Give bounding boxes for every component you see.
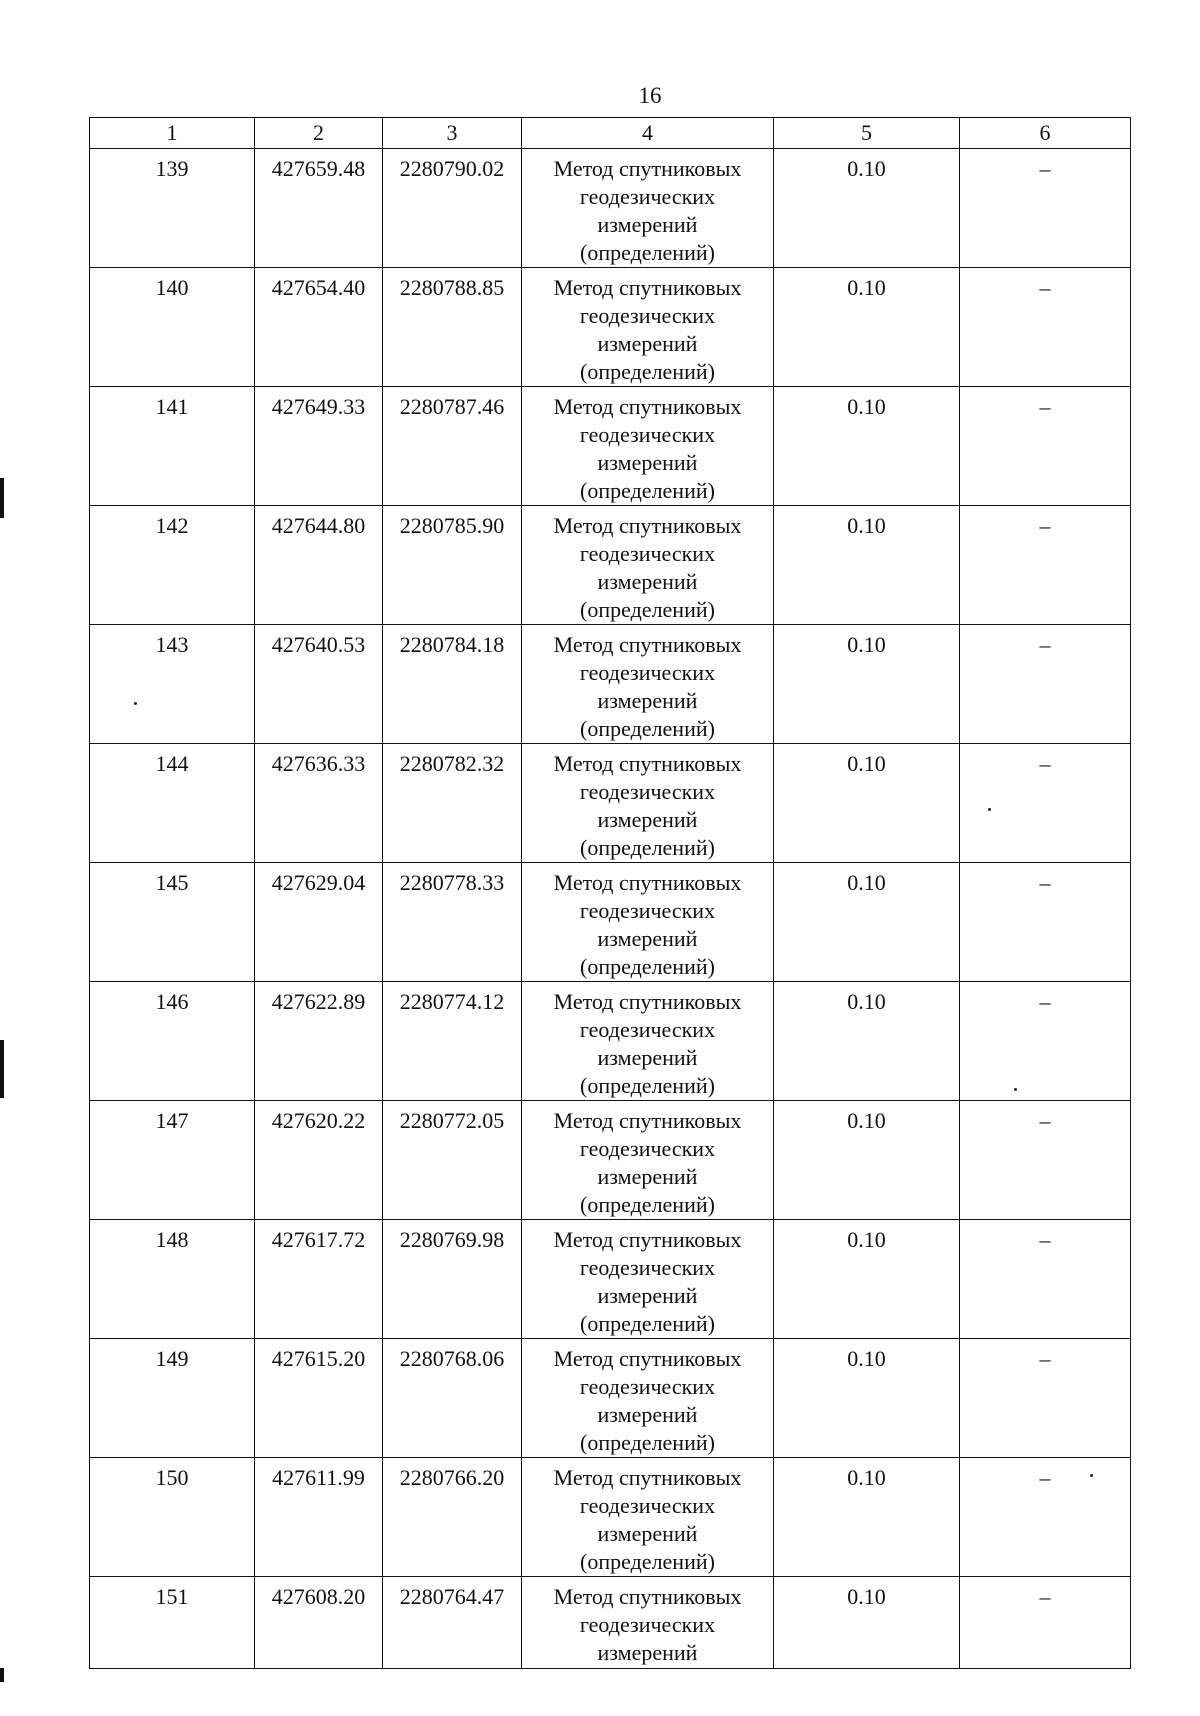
- table-row: [90, 149, 1131, 268]
- method-line: (определений): [580, 1311, 715, 1336]
- method-cell: [522, 1577, 774, 1669]
- method-line: Метод спутниковых: [553, 1584, 742, 1609]
- y-coordinate-text: 2280772.05: [399, 1108, 505, 1133]
- point-number-cell: [90, 1101, 255, 1220]
- point-number-cell: [90, 387, 255, 506]
- x-coordinate-cell: [255, 1458, 383, 1577]
- y-coordinate-cell: [383, 982, 522, 1101]
- method-cell: [522, 863, 774, 982]
- x-coordinate-cell: [255, 1220, 383, 1339]
- method-text: [522, 1458, 773, 1576]
- point-number-cell: [90, 1220, 255, 1339]
- method-text: [522, 625, 773, 743]
- point-number-cell: [90, 982, 255, 1101]
- method-text: [522, 982, 773, 1100]
- note-cell: [960, 506, 1131, 625]
- accuracy-text: 0.10: [847, 870, 886, 895]
- method-text: [522, 1101, 773, 1219]
- method-line: геодезических: [579, 1017, 716, 1042]
- point-number-text: 139: [155, 156, 189, 181]
- x-coordinate-text: 427654.40: [271, 275, 366, 300]
- accuracy-cell: [774, 149, 960, 268]
- note-cell: [960, 1577, 1131, 1669]
- method-cell: [522, 506, 774, 625]
- x-coordinate-text: 427615.20: [271, 1346, 366, 1371]
- method-line: измерений: [597, 1402, 698, 1427]
- x-coordinate-cell: [255, 982, 383, 1101]
- method-line: Метод спутниковых: [553, 394, 742, 419]
- table-row: [90, 863, 1131, 982]
- note-text: –: [1039, 1346, 1051, 1371]
- method-text: [522, 863, 773, 981]
- table-row: [90, 625, 1131, 744]
- method-cell: [522, 1458, 774, 1577]
- method-text: [522, 387, 773, 505]
- method-line: (определений): [580, 359, 715, 384]
- accuracy-cell: [774, 744, 960, 863]
- y-coordinate-cell: [383, 1458, 522, 1577]
- method-line: измерений: [597, 569, 698, 594]
- accuracy-text: 0.10: [847, 1465, 886, 1490]
- method-text: [522, 1577, 773, 1667]
- table-row: [90, 1577, 1131, 1669]
- point-number-cell: [90, 149, 255, 268]
- accuracy-cell: [774, 506, 960, 625]
- y-coordinate-text: 2280784.18: [399, 632, 505, 657]
- point-number-cell: [90, 1458, 255, 1577]
- x-coordinate-text: 427659.48: [271, 156, 366, 181]
- method-line: (определений): [580, 835, 715, 860]
- accuracy-text: 0.10: [847, 989, 886, 1014]
- method-line: Метод спутниковых: [553, 1465, 742, 1490]
- y-coordinate-cell: [383, 863, 522, 982]
- x-coordinate-text: 427622.89: [271, 989, 366, 1014]
- accuracy-text: 0.10: [847, 1227, 886, 1252]
- x-coordinate-cell: [255, 387, 383, 506]
- column-header-4: 4: [522, 118, 774, 149]
- accuracy-text: 0.10: [847, 156, 886, 181]
- method-text: [522, 268, 773, 386]
- y-coordinate-text: 2280782.32: [399, 751, 505, 776]
- method-text: [522, 744, 773, 862]
- accuracy-text: 0.10: [847, 1108, 886, 1133]
- y-coordinate-cell: [383, 268, 522, 387]
- method-line: Метод спутниковых: [553, 1346, 742, 1371]
- method-line: Метод спутниковых: [553, 751, 742, 776]
- point-number-text: 145: [155, 870, 189, 895]
- accuracy-text: 0.10: [847, 394, 886, 419]
- y-coordinate-cell: [383, 744, 522, 863]
- method-line: измерений: [597, 807, 698, 832]
- accuracy-cell: [774, 1577, 960, 1669]
- table-row: [90, 387, 1131, 506]
- y-coordinate-text: 2280790.02: [399, 156, 505, 181]
- point-number-text: 140: [155, 275, 189, 300]
- note-text: –: [1039, 870, 1051, 895]
- y-coordinate-text: 2280768.06: [399, 1346, 505, 1371]
- accuracy-cell: [774, 863, 960, 982]
- method-line: Метод спутниковых: [553, 156, 742, 181]
- method-cell: [522, 268, 774, 387]
- accuracy-text: 0.10: [847, 1584, 886, 1609]
- column-header-6: 6: [960, 118, 1131, 149]
- method-line: геодезических: [579, 1136, 716, 1161]
- method-line: измерений: [597, 450, 698, 475]
- method-line: геодезических: [579, 303, 716, 328]
- method-line: Метод спутниковых: [553, 275, 742, 300]
- note-cell: [960, 1220, 1131, 1339]
- page-number: 16: [638, 83, 662, 108]
- point-number-cell: [90, 1577, 255, 1669]
- method-line: геодезических: [579, 779, 716, 804]
- point-number-cell: [90, 1339, 255, 1458]
- point-number-text: 141: [155, 394, 189, 419]
- point-number-cell: [90, 863, 255, 982]
- point-number-cell: [90, 268, 255, 387]
- method-cell: [522, 625, 774, 744]
- point-number-text: 149: [155, 1346, 189, 1371]
- y-coordinate-text: 2280788.85: [399, 275, 505, 300]
- note-text: –: [1039, 275, 1051, 300]
- y-coordinate-cell: [383, 1220, 522, 1339]
- point-number-text: 150: [155, 1465, 189, 1490]
- table-row: [90, 744, 1131, 863]
- point-number-text: 146: [155, 989, 189, 1014]
- y-coordinate-text: 2280774.12: [399, 989, 505, 1014]
- column-header-3: 3: [383, 118, 522, 149]
- scan-margin-mark: [0, 1668, 4, 1682]
- y-coordinate-text: 2280766.20: [399, 1465, 505, 1490]
- y-coordinate-text: 2280787.46: [399, 394, 505, 419]
- method-cell: [522, 1339, 774, 1458]
- accuracy-text: 0.10: [847, 632, 886, 657]
- accuracy-cell: [774, 982, 960, 1101]
- method-line: геодезических: [579, 898, 716, 923]
- x-coordinate-cell: [255, 149, 383, 268]
- accuracy-text: 0.10: [847, 1346, 886, 1371]
- y-coordinate-text: 2280764.47: [399, 1584, 505, 1609]
- accuracy-text: 0.10: [847, 751, 886, 776]
- method-line: измерений: [597, 1640, 698, 1665]
- method-line: геодезических: [579, 422, 716, 447]
- method-line: Метод спутниковых: [553, 1108, 742, 1133]
- method-line: геодезических: [579, 1374, 716, 1399]
- table-header-row: [90, 118, 1131, 149]
- method-line: Метод спутниковых: [553, 513, 742, 538]
- point-number-text: 144: [155, 751, 189, 776]
- method-line: (определений): [580, 954, 715, 979]
- table-row: [90, 1101, 1131, 1220]
- method-text: [522, 1220, 773, 1338]
- note-cell: [960, 1101, 1131, 1220]
- scan-margin-mark: [0, 478, 4, 518]
- note-cell: [960, 149, 1131, 268]
- method-line: геодезических: [579, 541, 716, 566]
- x-coordinate-text: 427617.72: [271, 1227, 366, 1252]
- note-text: –: [1039, 1465, 1051, 1490]
- table-row: [90, 1339, 1131, 1458]
- y-coordinate-cell: [383, 1101, 522, 1220]
- method-line: (определений): [580, 1549, 715, 1574]
- note-text: –: [1039, 513, 1051, 538]
- point-number-cell: [90, 744, 255, 863]
- point-number-text: 148: [155, 1227, 189, 1252]
- method-line: измерений: [597, 926, 698, 951]
- x-coordinate-cell: [255, 268, 383, 387]
- point-number-text: 142: [155, 513, 189, 538]
- accuracy-cell: [774, 268, 960, 387]
- x-coordinate-text: 427620.22: [271, 1108, 366, 1133]
- method-line: геодезических: [579, 1255, 716, 1280]
- accuracy-text: 0.10: [847, 275, 886, 300]
- note-text: –: [1039, 1108, 1051, 1133]
- method-cell: [522, 1220, 774, 1339]
- y-coordinate-cell: [383, 149, 522, 268]
- x-coordinate-text: 427608.20: [271, 1584, 366, 1609]
- x-coordinate-cell: [255, 625, 383, 744]
- y-coordinate-cell: [383, 1339, 522, 1458]
- x-coordinate-text: 427649.33: [271, 394, 366, 419]
- column-header-2: 2: [255, 118, 383, 149]
- column-header-5: 5: [774, 118, 960, 149]
- note-cell: [960, 744, 1131, 863]
- method-line: геодезических: [579, 1493, 716, 1518]
- note-text: –: [1039, 1584, 1051, 1609]
- method-text: [522, 1339, 773, 1457]
- x-coordinate-text: 427644.80: [271, 513, 366, 538]
- point-number-text: 143: [155, 632, 189, 657]
- method-cell: [522, 1101, 774, 1220]
- method-text: [522, 149, 773, 267]
- method-line: (определений): [580, 1073, 715, 1098]
- accuracy-cell: [774, 1220, 960, 1339]
- note-text: –: [1039, 394, 1051, 419]
- method-cell: [522, 149, 774, 268]
- y-coordinate-cell: [383, 387, 522, 506]
- y-coordinate-text: 2280778.33: [399, 870, 505, 895]
- note-text: –: [1039, 156, 1051, 181]
- x-coordinate-cell: [255, 1577, 383, 1669]
- method-line: измерений: [597, 331, 698, 356]
- method-line: (определений): [580, 240, 715, 265]
- method-line: измерений: [597, 1521, 698, 1546]
- note-text: –: [1039, 1227, 1051, 1252]
- accuracy-cell: [774, 1339, 960, 1458]
- y-coordinate-text: 2280785.90: [399, 513, 505, 538]
- scan-margin-mark: [0, 1040, 4, 1098]
- x-coordinate-cell: [255, 1101, 383, 1220]
- y-coordinate-cell: [383, 625, 522, 744]
- x-coordinate-cell: [255, 506, 383, 625]
- table-row: [90, 1220, 1131, 1339]
- method-line: (определений): [580, 1430, 715, 1455]
- method-line: (определений): [580, 716, 715, 741]
- method-line: геодезических: [579, 1612, 716, 1637]
- x-coordinate-text: 427636.33: [271, 751, 366, 776]
- method-line: (определений): [580, 597, 715, 622]
- method-line: измерений: [597, 1283, 698, 1308]
- note-cell: [960, 625, 1131, 744]
- y-coordinate-cell: [383, 1577, 522, 1669]
- method-line: геодезических: [579, 184, 716, 209]
- method-line: измерений: [597, 212, 698, 237]
- method-cell: [522, 387, 774, 506]
- x-coordinate-cell: [255, 863, 383, 982]
- method-line: измерений: [597, 1164, 698, 1189]
- note-cell: [960, 1458, 1131, 1577]
- method-cell: [522, 982, 774, 1101]
- accuracy-cell: [774, 1458, 960, 1577]
- point-number-text: 147: [155, 1108, 189, 1133]
- method-line: Метод спутниковых: [553, 632, 742, 657]
- method-line: измерений: [597, 1045, 698, 1070]
- method-cell: [522, 744, 774, 863]
- note-cell: [960, 387, 1131, 506]
- note-cell: [960, 982, 1131, 1101]
- table-row: [90, 982, 1131, 1101]
- method-line: Метод спутниковых: [553, 870, 742, 895]
- x-coordinate-text: 427640.53: [271, 632, 366, 657]
- coordinates-table: [89, 117, 1131, 1669]
- note-cell: [960, 863, 1131, 982]
- table-row: [90, 1458, 1131, 1577]
- x-coordinate-text: 427629.04: [271, 870, 366, 895]
- method-line: Метод спутниковых: [553, 989, 742, 1014]
- method-line: геодезических: [579, 660, 716, 685]
- method-line: Метод спутниковых: [553, 1227, 742, 1252]
- x-coordinate-cell: [255, 1339, 383, 1458]
- accuracy-text: 0.10: [847, 513, 886, 538]
- column-header-1: 1: [90, 118, 255, 149]
- note-text: –: [1039, 632, 1051, 657]
- note-cell: [960, 1339, 1131, 1458]
- point-number-text: 151: [155, 1584, 189, 1609]
- point-number-cell: [90, 506, 255, 625]
- note-cell: [960, 268, 1131, 387]
- accuracy-cell: [774, 625, 960, 744]
- method-line: измерений: [597, 688, 698, 713]
- table-row: [90, 506, 1131, 625]
- accuracy-cell: [774, 387, 960, 506]
- note-text: –: [1039, 989, 1051, 1014]
- y-coordinate-text: 2280769.98: [399, 1227, 505, 1252]
- table-body: [90, 118, 1131, 1669]
- method-line: (определений): [580, 478, 715, 503]
- x-coordinate-cell: [255, 744, 383, 863]
- table-row: [90, 268, 1131, 387]
- note-text: –: [1039, 751, 1051, 776]
- method-line: (определений): [580, 1192, 715, 1217]
- x-coordinate-text: 427611.99: [272, 1465, 365, 1490]
- method-text: [522, 506, 773, 624]
- accuracy-cell: [774, 1101, 960, 1220]
- point-number-cell: [90, 625, 255, 744]
- y-coordinate-cell: [383, 506, 522, 625]
